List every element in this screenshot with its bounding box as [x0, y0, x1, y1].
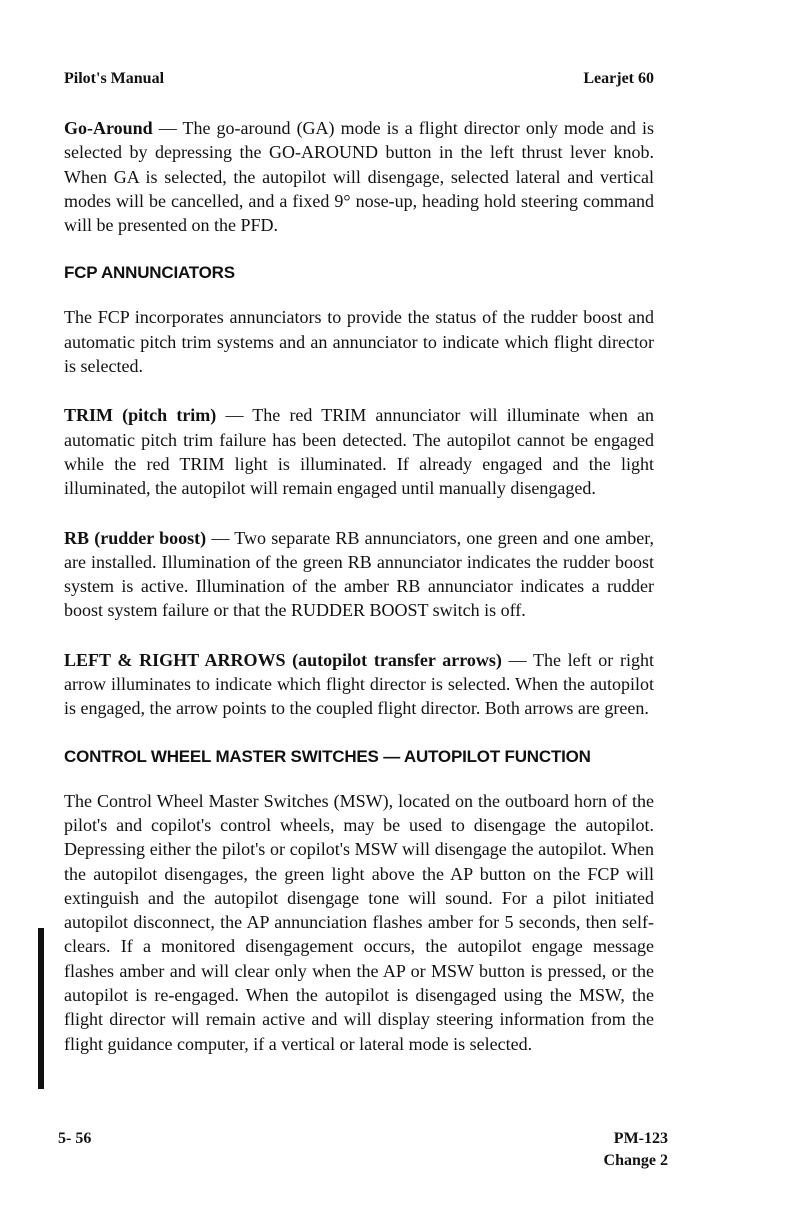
go-around-text: — The go-around (GA) mode is a flight director only mode and is selected by depressing the GO-AROUND button in the left thrust lever knob. When GA is selected, the autopilot will disengage, selected lateral and vertical modes will be cancelled, and a fixed 9° nose-up, heading hold steering command will be presented on the PFD.: [64, 118, 654, 236]
footer-document-info: [604, 1128, 668, 1172]
control-wheel-master-switches-heading: CONTROL WHEEL MASTER SWITCHES — AUTOPILOT FUNCTION: [64, 746, 591, 766]
fcp-intro-paragraph: The FCP incorporates annunciators to provide the status of the rudder boost and automatic pitch trim systems and an annunciator to indicate which flight director is selected.: [64, 307, 654, 377]
trim-text: — The red TRIM annunciator will illuminate when an automatic pitch trim failure has been detected. The autopilot cannot be engaged while the red TRIM light is illuminated. If already engaged and the light illuminated, the autopilot will remain engaged until manually disengaged.: [64, 405, 654, 499]
master-switches-paragraph: The Control Wheel Master Switches (MSW), located on the outboard horn of the pilot's and copilot's control wheels, may be used to disengage the autopilot. Depressing either the pilot's or copilot's MSW will disengage the autopilot. When the autopilot disengages, the green light above the AP button on the FCP will extinguish and the autopilot disengage tone will sound. For a pilot initiated autopilot disconnect, the AP annunciation flashes amber for 5 seconds, then self-clears. If a monitored disengagement occurs, the autopilot engage message flashes amber and will clear only when the AP or MSW button is pressed, or the autopilot is re-engaged. When the autopilot is disengaged using the MSW, the flight director will remain active and will display steering information from the flight guidance computer, if a vertical or lateral mode is selected.: [64, 790, 654, 1054]
arrows-paragraph: [64, 648, 654, 721]
footer-change-number: Change 2: [603, 1152, 668, 1169]
go-around-paragraph: [64, 116, 654, 237]
page-body: [64, 116, 654, 1056]
trim-lead: TRIM (pitch trim): [64, 405, 217, 426]
rudder-boost-lead: RB (rudder boost): [64, 527, 207, 548]
footer-page-number: 5- 56: [58, 1130, 92, 1147]
rudder-boost-text: — Two separate RB annunciators, one green and one amber, are installed. Illumination of the green RB annunciator indicates the rudder boost system is active. Illumination of the amber RB annunciator indicates a rudder boost system failure or that the RUDDER BOOST switch is off.: [64, 527, 654, 621]
page-header: [64, 70, 654, 94]
header-aircraft-model: Learjet 60: [583, 70, 654, 87]
footer-document-number: PM-123: [613, 1130, 668, 1147]
arrows-text: — The left or right arrow illuminates to indicate which flight director is selected. When the autopilot is engaged, the arrow points to the coupled flight director. Both arrows are green.: [64, 649, 654, 719]
trim-paragraph: [64, 403, 654, 500]
arrows-lead: LEFT & RIGHT ARROWS (autopilot transfer arrows): [64, 649, 502, 670]
rudder-boost-paragraph: [64, 526, 654, 623]
page-footer: [58, 1128, 668, 1176]
go-around-lead: Go-Around: [64, 118, 153, 138]
revision-change-bar: [38, 928, 44, 1089]
header-manual-title: Pilot's Manual: [64, 70, 165, 87]
fcp-annunciators-heading: FCP ANNUNCIATORS: [64, 263, 235, 283]
